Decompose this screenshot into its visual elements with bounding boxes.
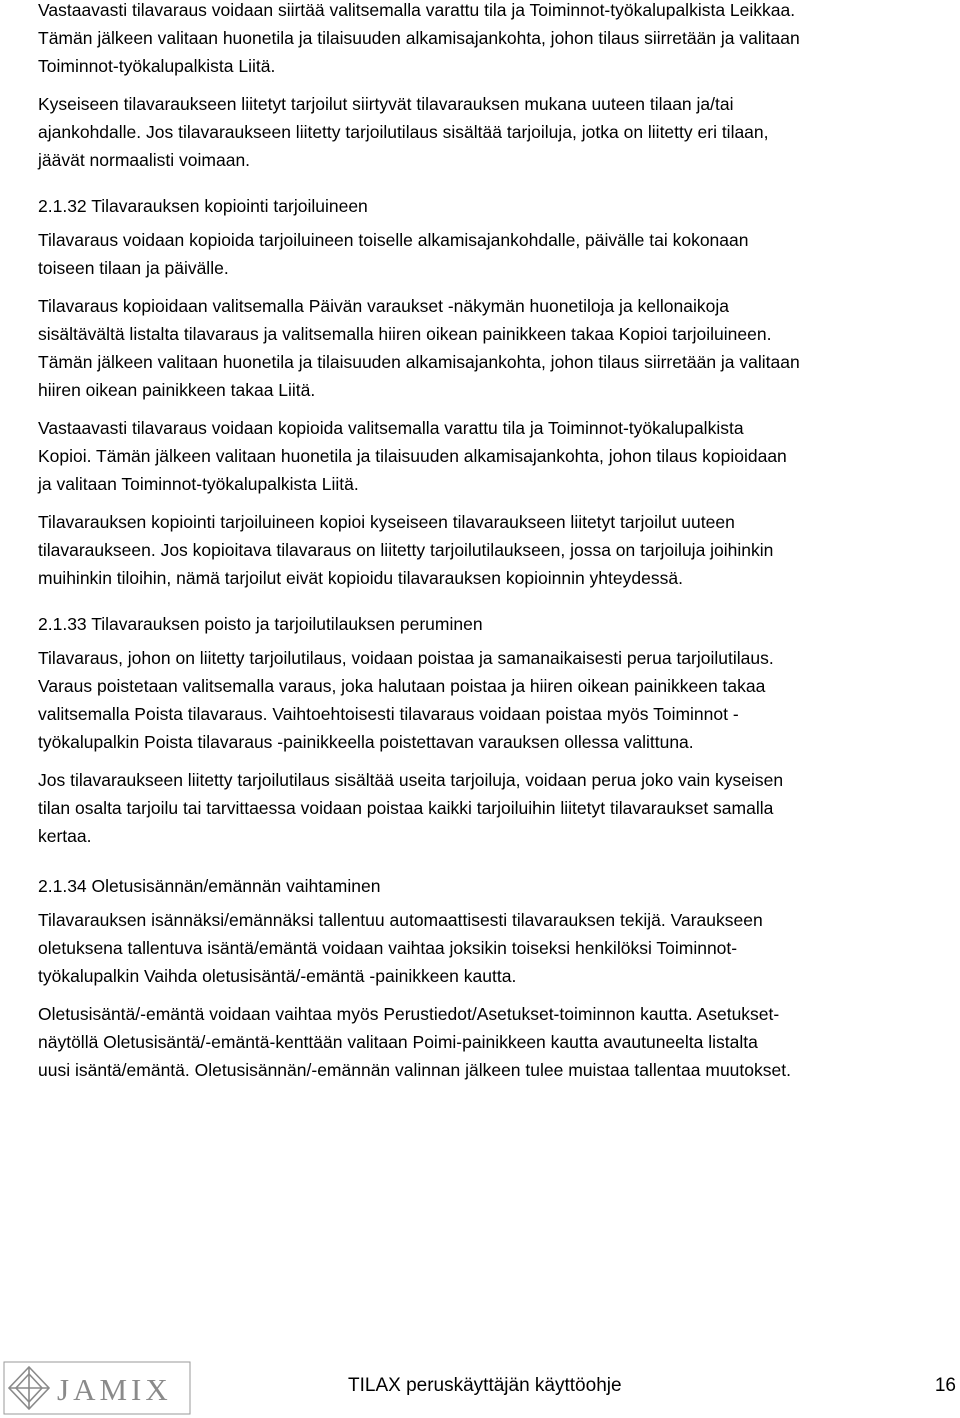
paragraph: Tilavaraus voidaan kopioida tarjoiluineen toiselle alkamisajankohdalle, päivälle tai kokonaan toiseen tilaan ja päivälle.	[38, 230, 749, 278]
footer-title: TILAX peruskäyttäjän käyttöohje	[348, 1375, 622, 1396]
page-footer	[0, 1358, 960, 1418]
jamix-logo-icon	[3, 1361, 191, 1415]
paragraph: Tilavaraus kopioidaan valitsemalla Päivän varaukset -näkymän huonetiloja ja kellonaikoja sisältävältä listalta tilavaraus ja valitsemalla hiiren oikean painikkeen takaa Kopioi tarjoiluineen. Tämän jälkeen valitaan huonetila ja tilaisuuden alkamisajankohta, johon tilaus siirretään ja valitaan hiiren oikean painikkeen takaa Liitä.	[38, 296, 800, 400]
section-heading-2-1-34: 2.1.34 Oletusisännän/emännän vaihtaminen	[38, 876, 381, 896]
paragraph: Tilavarauksen isännäksi/emännäksi tallentuu automaattisesti tilavarauksen tekijä. Varaukseen oletuksena tallentuva isäntä/emäntä voidaan vaihtaa joksikin toiseksi henkilöksi Toiminnot- työkalupalkin Vaihda oletusisäntä/-emäntä -painikkeen kautta.	[38, 910, 763, 986]
paragraph: Vastaavasti tilavaraus voidaan kopioida valitsemalla varattu tila ja Toiminnot-työkalupalkista Kopioi. Tämän jälkeen valitaan huonetila ja tilaisuuden alkamisajankohta, johon tilaus kopioidaan ja valitaan Toiminnot-työkalupalkista Liitä.	[38, 418, 787, 494]
jamix-logo	[3, 1361, 191, 1415]
section-heading-2-1-33: 2.1.33 Tilavarauksen poisto ja tarjoilutilauksen peruminen	[38, 614, 483, 634]
paragraph: Tilavarauksen kopiointi tarjoiluineen kopioi kyseiseen tilavaraukseen liitetyt tarjoilut uuteen tilavaraukseen. Jos kopioitava tilavaraus on liitetty tarjoilutilaukseen, jossa on tarjoiluja joihinkin muihinkin tiloihin, nämä tarjoilut eivät kopioidu tilavarauksen kopioinnin yhteydessä.	[38, 512, 774, 588]
paragraph: Jos tilavaraukseen liitetty tarjoilutilaus sisältää useita tarjoiluja, voidaan perua joko vain kyseisen tilan osalta tarjoilu tai tarvittaessa voidaan poistaa kaikki tarjoiluihin liitetyt tilavaraukset samalla kertaa.	[38, 770, 784, 846]
paragraph: Tilavaraus, johon on liitetty tarjoilutilaus, voidaan poistaa ja samanaikaisesti perua tarjoilutilaus. Varaus poistetaan valitsemalla varaus, joka halutaan poistaa ja hiiren oikean painikkeen takaa valitsemalla Poista tilavaraus. Vaihtoehtoisesti tilavaraus voidaan poistaa myös Toiminnot - työkalupalkin Poista tilavaraus -painikkeella poistettavan varauksen ollessa valittuna.	[38, 648, 774, 752]
paragraph: Kyseiseen tilavaraukseen liitetyt tarjoilut siirtyvät tilavarauksen mukana uuteen tilaan ja/tai ajankohdalle. Jos tilavaraukseen liitetty tarjoilutilaus sisältää tarjoiluja, jotka on liitetty eri tilaan, jäävät normaalisti voimaan.	[38, 94, 769, 170]
paragraph: Oletusisäntä/-emäntä voidaan vaihtaa myös Perustiedot/Asetukset-toiminnon kautta. Asetukset- näytöllä Oletusisäntä/-emäntä-kenttään valitaan Poimi-painikkeen kautta avautuneelta listalta uusi isäntä/emäntä. Oletusisännän/-emännän valinnan jälkeen tulee muistaa tallentaa muutokset.	[38, 1004, 791, 1080]
paragraph: Vastaavasti tilavaraus voidaan siirtää valitsemalla varattu tila ja Toiminnot-työkalupalkista Leikkaa. Tämän jälkeen valitaan huonetila ja tilaisuuden alkamisajankohta, johon tilaus siirretään ja valitaan Toiminnot-työkalupalkista Liitä.	[38, 0, 800, 76]
document-body	[38, 0, 960, 1084]
page-number: 16	[934, 1375, 956, 1396]
logo-wordmark: JAMIX	[57, 1372, 172, 1407]
section-heading-2-1-32: 2.1.32 Tilavarauksen kopiointi tarjoiluineen	[38, 196, 368, 216]
